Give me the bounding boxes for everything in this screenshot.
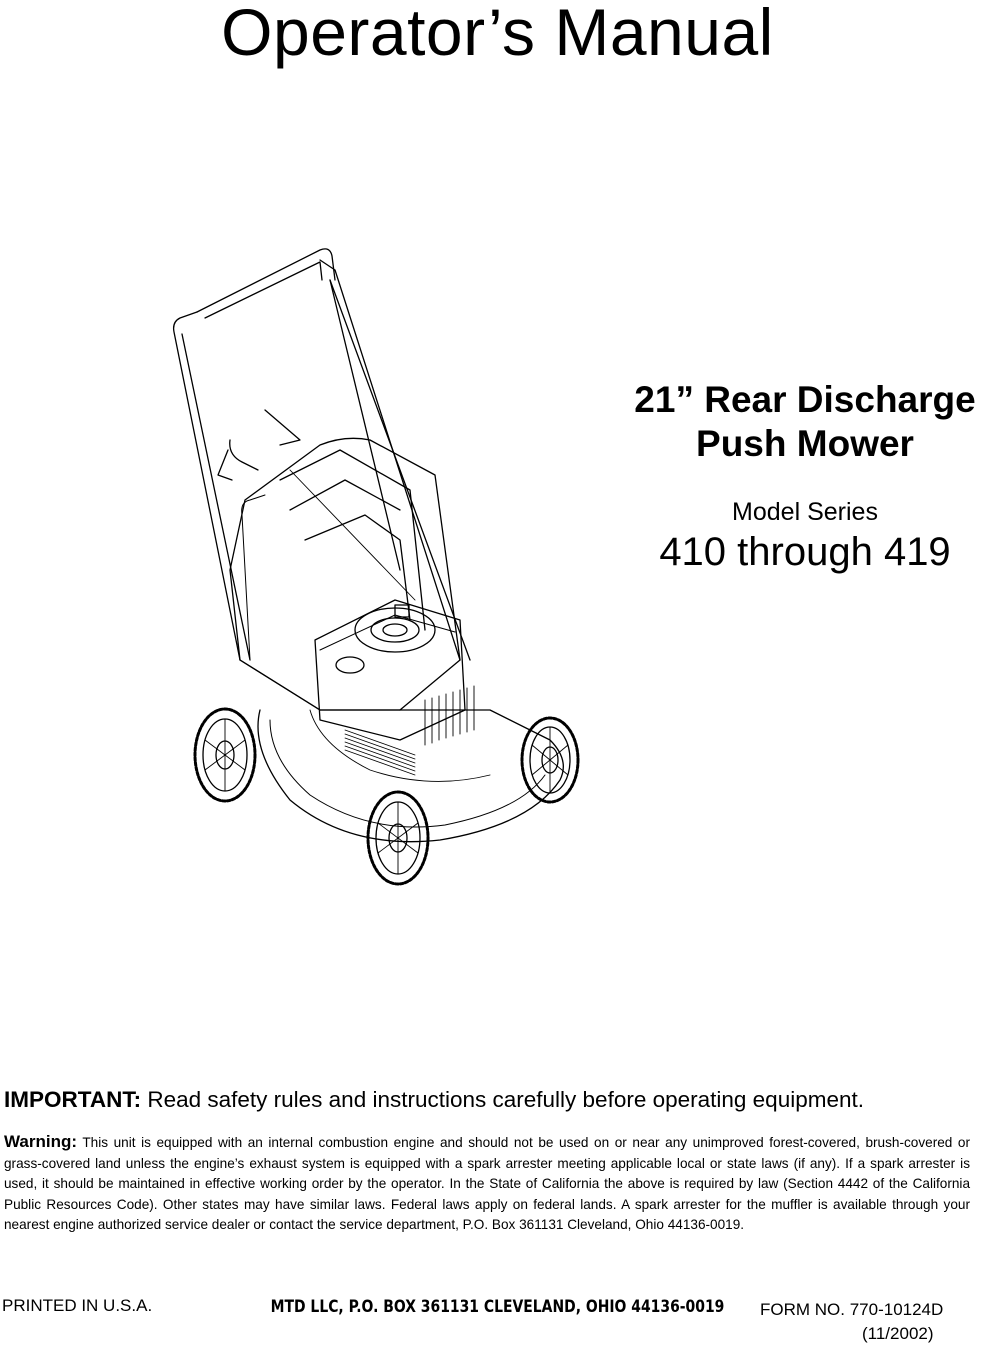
important-notice bbox=[4, 1087, 864, 1113]
lawn-mower-illustration bbox=[170, 240, 600, 900]
model-series-label: Model Series bbox=[732, 498, 878, 526]
warning-label: Warning: bbox=[4, 1132, 78, 1151]
product-title-line2: Push Mower bbox=[696, 423, 914, 464]
model-range: 410 through 419 bbox=[659, 530, 951, 574]
important-label: IMPORTANT: bbox=[4, 1087, 142, 1112]
wheel-rear-left bbox=[195, 709, 255, 801]
manual-title: Operator’s Manual bbox=[221, 0, 774, 69]
printed-in-label: PRINTED IN U.S.A. bbox=[2, 1296, 153, 1315]
form-number: FORM NO. 770-10124D bbox=[760, 1300, 944, 1319]
product-title bbox=[600, 378, 995, 466]
product-title-line1: 21” Rear Discharge bbox=[634, 379, 976, 420]
warning-text: This unit is equipped with an internal combustion engine and should not be used on or near any unimproved forest-covered, brush-covered or grass-covered land unless the engine’s exhaust system is equipped with a spark arrester meeting applicable local or state laws (if any). If a spark arrester is used, it should be maintained in effective working order by the operator. In the State of California the above is required by law (Section 4442 of the California Public Resources Code). Other states may have similar laws. Federal laws apply on federal lands. A spark arrester for the muffler is available through your nearest engine authorized service dealer or contact the service department, P.O. Box 361131 Cleveland, Ohio 44136-0019. bbox=[4, 1135, 970, 1233]
company-address: MTD LLC, P.O. BOX 361131 CLEVELAND, OHIO 44136-0019 bbox=[270, 1297, 725, 1317]
form-date: (11/2002) bbox=[862, 1324, 934, 1343]
warning-notice bbox=[4, 1132, 970, 1236]
wheel-rear-right bbox=[522, 718, 578, 802]
wheel-front bbox=[368, 792, 428, 884]
important-text: Read safety rules and instructions carefully before operating equipment. bbox=[141, 1087, 864, 1112]
